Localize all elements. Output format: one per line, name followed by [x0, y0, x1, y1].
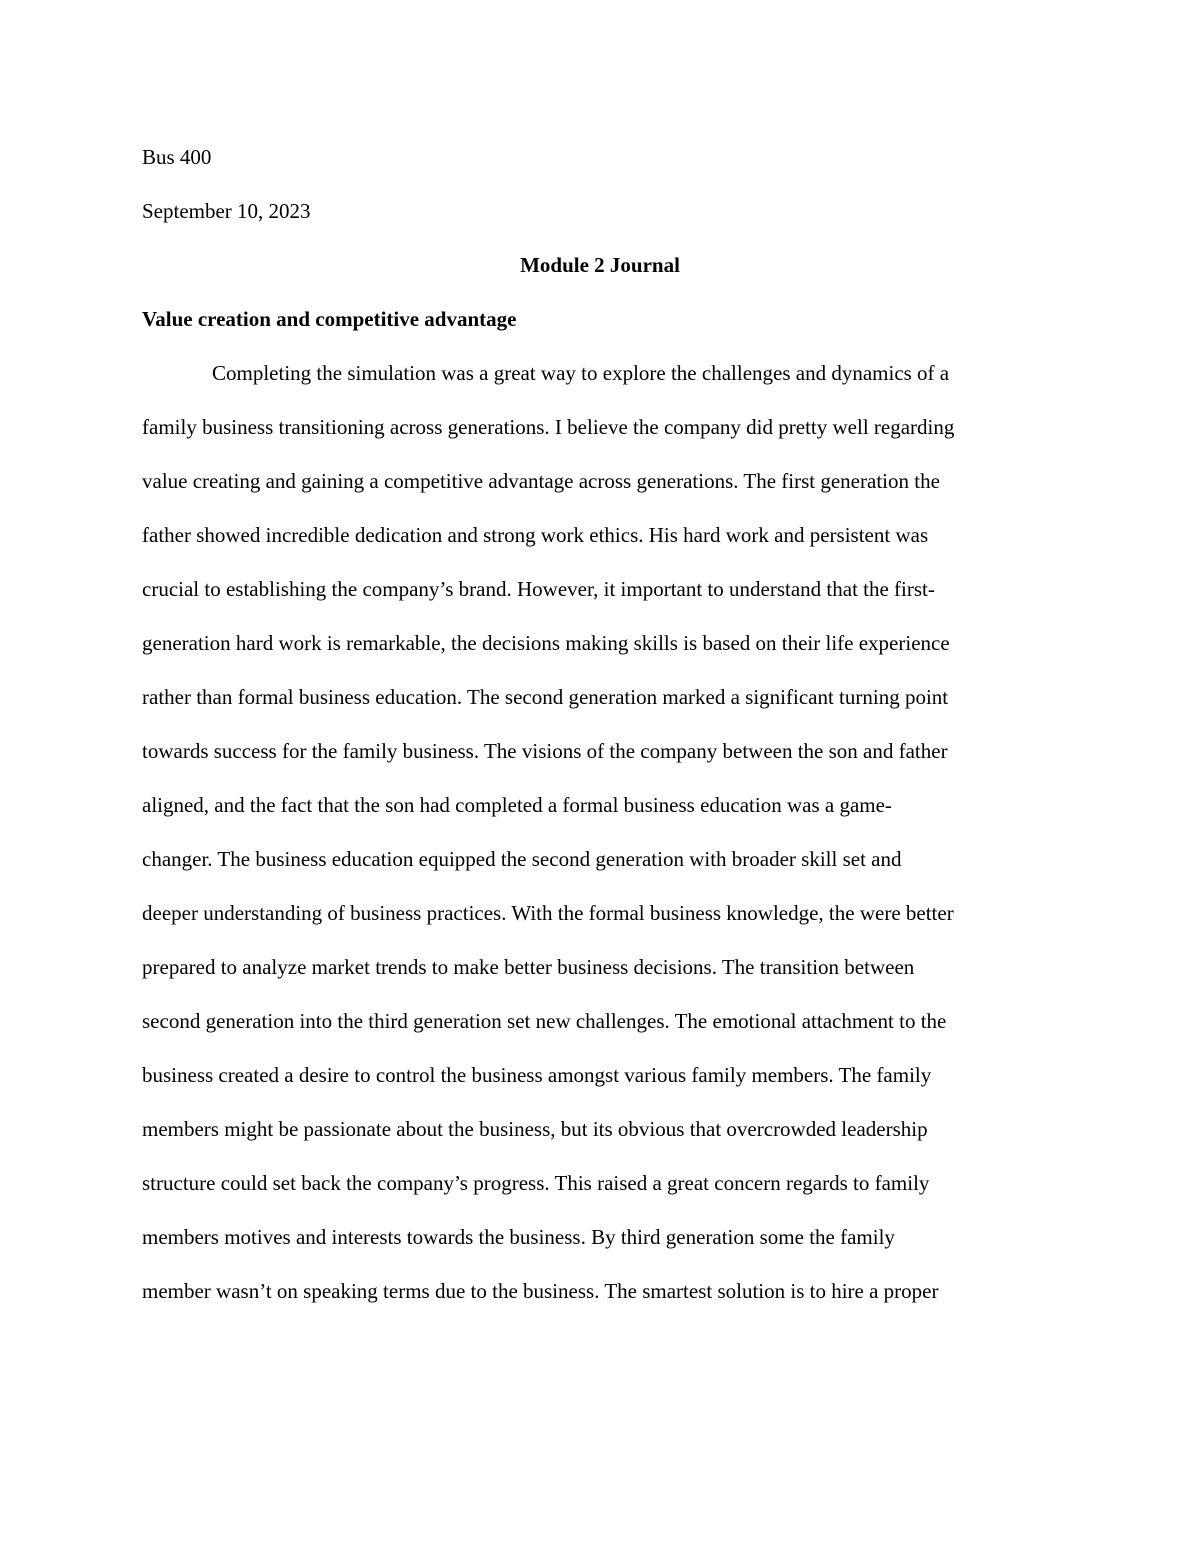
paragraph-line: deeper understanding of business practices. With the formal business knowledge, the were better	[142, 901, 954, 925]
date-label: September 10, 2023	[142, 199, 311, 223]
paragraph-line: structure could set back the company’s progress. This raised a great concern regards to family	[142, 1171, 930, 1195]
paragraph-line: changer. The business education equipped the second generation with broader skill set and	[142, 847, 902, 871]
paragraph-line: towards success for the family business. The visions of the company between the son and father	[142, 739, 948, 763]
paragraph-line: business created a desire to control the business amongst various family members. The family	[142, 1063, 932, 1087]
paragraph-line: crucial to establishing the company’s brand. However, it important to understand that the first-	[142, 577, 935, 601]
paragraph-line: prepared to analyze market trends to make better business decisions. The transition between	[142, 955, 915, 979]
paragraph-line: father showed incredible dedication and strong work ethics. His hard work and persistent was	[142, 523, 929, 547]
section-heading: Value creation and competitive advantage	[142, 307, 517, 331]
paragraph-line: value creating and gaining a competitive advantage across generations. The first generation the	[142, 469, 940, 493]
paragraph-line: members motives and interests towards the business. By third generation some the family	[142, 1225, 895, 1249]
paragraph-line: aligned, and the fact that the son had completed a formal business education was a game-	[142, 793, 892, 817]
paragraph-line: generation hard work is remarkable, the decisions making skills is based on their life experience	[142, 631, 950, 655]
paragraph-line: member wasn’t on speaking terms due to the business. The smartest solution is to hire a proper	[142, 1279, 939, 1303]
document-title: Module 2 Journal	[520, 253, 680, 277]
paragraph-line: members might be passionate about the business, but its obvious that overcrowded leadership	[142, 1117, 928, 1141]
paragraph-line: second generation into the third generation set new challenges. The emotional attachment to the	[142, 1009, 947, 1033]
course-label: Bus 400	[142, 145, 212, 169]
paragraph-line: Completing the simulation was a great way to explore the challenges and dynamics of a	[212, 361, 950, 385]
paragraph-line: rather than formal business education. The second generation marked a significant turning point	[142, 685, 949, 709]
paragraph-line: family business transitioning across generations. I believe the company did pretty well regarding	[142, 415, 955, 439]
